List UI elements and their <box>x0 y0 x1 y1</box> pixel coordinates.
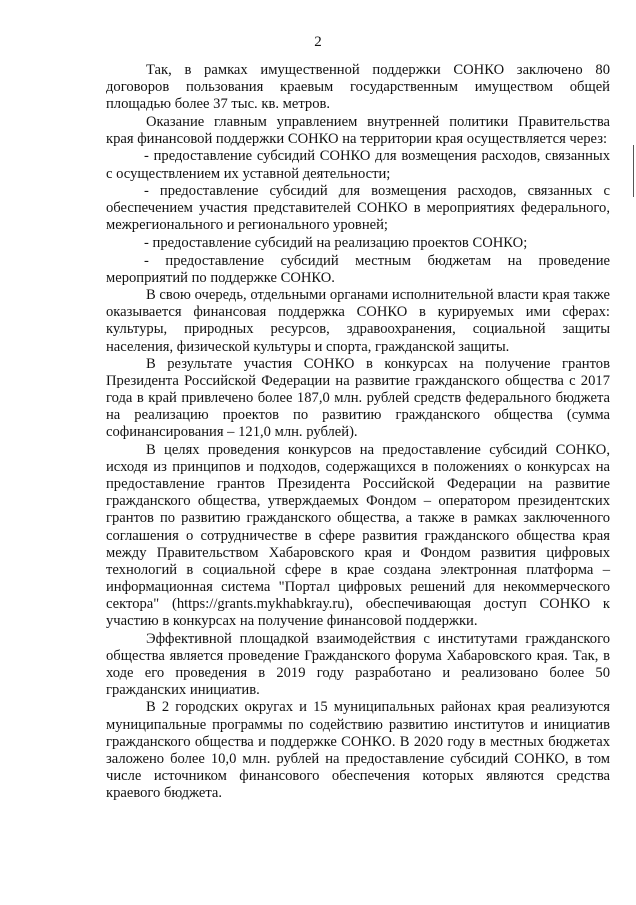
paragraph-financial-support-intro: Оказание главным управлением внутренней политики Правительства края финансовой поддержки СОНКО на территории края осуществляется через: <box>106 113 610 147</box>
paragraph-property-support: Так, в рамках имущественной поддержки СОНКО заключено 80 договоров пользования краевым государственным имуществом общей площадью более 37 тыс. кв. метров. <box>106 62 610 113</box>
paragraph-executive-bodies: В свою очередь, отдельными органами исполнительной власти края также оказывается финансовая поддержка СОНКО в курируемых ими сферах: культуры, природных ресурсов, здравоохранения, социальной защиты населения, физической культуры и спорта, гражданской защиты. <box>106 287 610 355</box>
paragraph-presidential-grants: В результате участия СОНКО в конкурсах на получение грантов Президента Российской Федерации на развитие гражданского общества с 2017 года в край привлечено более 187,0 млн. рублей средств федерального бюджета на реализацию проектов по развитию гражданского общества (сумма софинансирования – 121,0 млн. рублей). <box>106 356 610 441</box>
list-item-subsidies-participation: - предоставление субсидий для возмещения расходов, связанных с обеспечением участия представителей СОНКО в мероприятиях федерального, межрегионального и регионального уровней; <box>106 183 610 234</box>
paragraph-civil-forum: Эффективной площадкой взаимодействия с институтами гражданского общества является проведение Гражданского форума Хабаровского края. Так, в ходе его проведения в 2019 году разработано и реализовано более 50 гражданских инициатив. <box>106 630 610 698</box>
paragraph-municipal-programs: В 2 городских округах и 15 муниципальных районах края реализуются муниципальные программы по содействию развитию институтов и инициатив гражданского общества и поддержке СОНКО. В 2020 году в местных бюджетах заложено более 10,0 млн. рублей на предоставление субсидий СОНКО, в том числе источником финансового обеспечения которых являются средства краевого бюджета. <box>106 699 610 801</box>
scan-edge-mark <box>633 145 634 197</box>
document-body <box>106 62 610 803</box>
list-item-subsidies-local-budgets: - предоставление субсидий местным бюджетам на проведение мероприятий по поддержке СОНКО. <box>106 252 610 286</box>
list-item-subsidies-statutory: - предоставление субсидий СОНКО для возмещения расходов, связанных с осуществлением их уставной деятельности; <box>106 148 610 182</box>
paragraph-electronic-platform: В целях проведения конкурсов на предоставление субсидий СОНКО, исходя из принципов и подходов, содержащихся в положениях о конкурсах на предоставление грантов Президента Российской Федерации на развитие гражданского общества, утверждаемых Фондом – оператором президентских грантов по развитию гражданского общества, а также в рамках заключенного соглашения о сотрудничестве в сфере развития гражданского общества края между Правительством Хабаровского края и Фондом развития цифровых технологий в социальной сфере в крае создана электронная платформа – информационная система "Портал цифровых решений для некоммерческого сектора" (https://grants.mykhabkray.ru), обеспечивающая доступ СОНКО к участию в конкурсах на получение финансовой поддержки. <box>106 442 610 629</box>
page-number: 2 <box>314 34 322 50</box>
list-item-subsidies-projects: - предоставление субсидий на реализацию проектов СОНКО; <box>144 234 528 251</box>
